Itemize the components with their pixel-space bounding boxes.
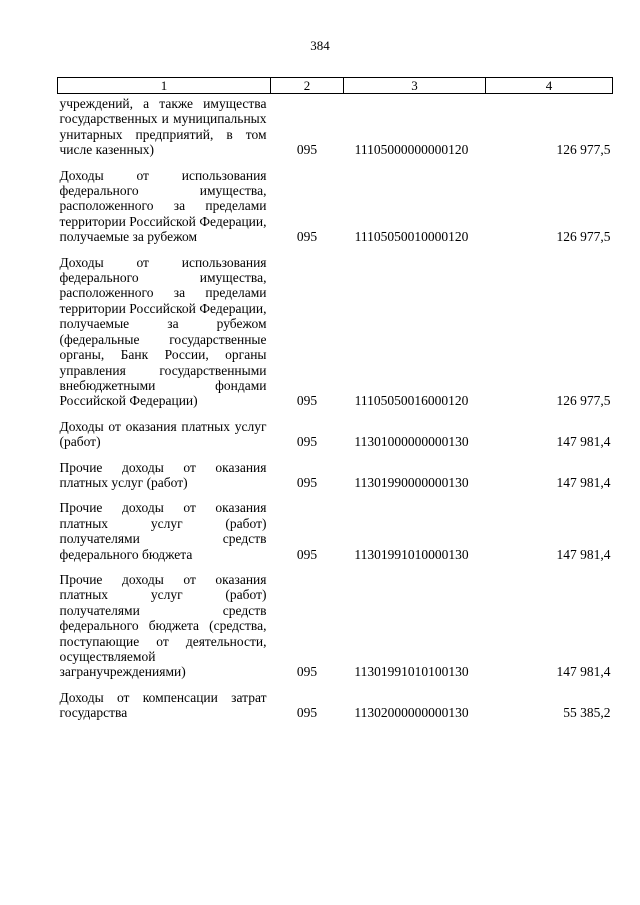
row-admin-code: 095	[296, 664, 318, 680]
row-amount: 147 981,4	[556, 664, 611, 680]
row-budget-code: 11105050010000120	[354, 229, 469, 245]
table-header-row	[58, 78, 613, 94]
table-row	[58, 490, 613, 562]
row-budget-code: 11301991010000130	[354, 546, 469, 562]
row-admin-code: 095	[296, 705, 318, 721]
row-budget-code: 11301990000000130	[354, 474, 469, 490]
row-name: Доходы от оказания платных услуг (работ)	[59, 418, 267, 450]
row-amount: 55 385,2	[563, 705, 611, 721]
column-header-1: 1	[58, 78, 271, 94]
row-amount: 126 977,5	[556, 142, 611, 158]
row-admin-code: 095	[296, 229, 318, 245]
row-name: Прочие доходы от оказания платных услуг (работ) получателями средств федерального бюджета (средства, поступающие от деятельности, осуществляемой загранучреждениями)	[59, 571, 267, 680]
table-row	[58, 94, 613, 158]
row-amount: 126 977,5	[556, 393, 611, 409]
page-number: 384	[310, 38, 330, 53]
column-header-3: 3	[344, 78, 486, 94]
row-budget-code: 11301991010100130	[354, 664, 469, 680]
row-name: Прочие доходы от оказания платных услуг (работ)	[59, 459, 267, 490]
table-row	[58, 245, 613, 409]
table-row	[58, 562, 613, 680]
column-header-2: 2	[271, 78, 344, 94]
row-admin-code: 095	[296, 142, 318, 158]
row-amount: 147 981,4	[556, 474, 611, 490]
row-name: Доходы от использования федерального имущества, расположенного за пределами территории Российской Федерации, получаемые за рубежом (федеральные государственные органы, Банк России, органы управления государственными внебюджетными фондами Российской Федерации)	[59, 254, 267, 409]
row-amount: 147 981,4	[556, 546, 611, 562]
column-header-4: 4	[486, 78, 613, 94]
row-admin-code: 095	[296, 546, 318, 562]
table-row	[58, 409, 613, 450]
row-amount: 147 981,4	[556, 434, 611, 450]
row-budget-code: 11105000000000120	[354, 142, 469, 158]
row-admin-code: 095	[296, 434, 318, 450]
table-row	[58, 158, 613, 245]
table-row	[58, 680, 613, 721]
row-name: Доходы от использования федерального имущества, расположенного за пределами территории Российской Федерации, получаемые за рубежом	[59, 167, 267, 245]
revenue-table	[57, 77, 613, 721]
row-budget-code: 11302000000000130	[354, 705, 469, 721]
row-budget-code: 11105050016000120	[354, 393, 469, 409]
row-admin-code: 095	[296, 393, 318, 409]
row-admin-code: 095	[296, 474, 318, 490]
row-name: учреждений, а также имущества государственных и муниципальных унитарных предприятий, в том числе казенных)	[59, 96, 267, 158]
table-row	[58, 450, 613, 491]
row-amount: 126 977,5	[556, 229, 611, 245]
row-name: Доходы от компенсации затрат государства	[59, 689, 267, 721]
row-name: Прочие доходы от оказания платных услуг (работ) получателями средств федерального бюджета	[59, 500, 267, 562]
row-budget-code: 11301000000000130	[354, 434, 469, 450]
